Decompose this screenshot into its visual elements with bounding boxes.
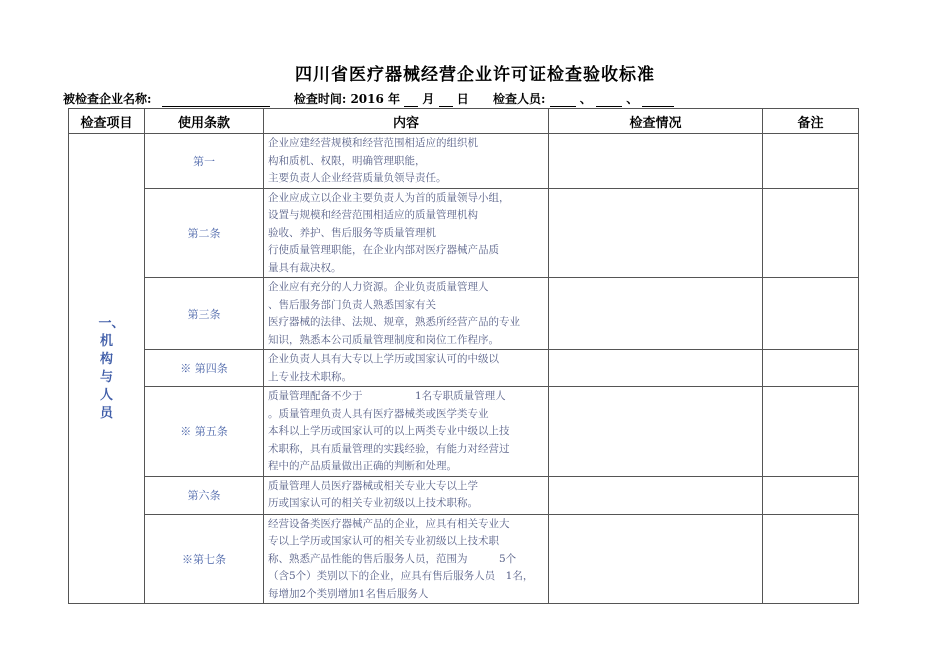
inspection-info-line [63,90,674,106]
inspector-blank-1[interactable] [550,92,576,107]
content-line: 每增加2个类别增加1名售后服务人 [268,587,429,600]
content-line: 上专业技术职称。 [268,370,352,383]
table-row [69,387,859,477]
inspection-status-cell[interactable] [549,476,763,514]
content-line: 医疗器械的法律、法规、规章，熟悉所经营产品的专业 [268,316,520,328]
table-header-row [69,109,859,134]
inspection-status-cell[interactable] [549,387,763,477]
article-cell: 第二条 [145,188,264,278]
article-cell: 第三条 [145,278,264,350]
year-text: 2016 年 [350,92,401,106]
content-cell [264,387,549,477]
table-row [69,350,859,387]
content-line: 专以上学历或国家认可的相关专业初级以上技术职 [268,535,499,547]
article-cell: ※第七条 [145,514,264,604]
content-line: 量具有裁决权。 [268,261,342,274]
inspection-table [68,108,859,604]
inspector-sep-1: 、 [579,92,592,106]
company-label: 被检查企业名称: [63,92,152,106]
content-cell [264,476,549,514]
content-line: 经营设备类医疗器械产品的企业，应具有相关专业大 [268,517,510,530]
remarks-cell[interactable] [763,387,859,477]
inspection-status-cell[interactable] [549,350,763,387]
remarks-cell[interactable] [763,514,859,604]
article-cell: 第六条 [145,476,264,514]
content-line: 企业应建经营规模和经营范围相适应的组织机 [268,137,478,149]
inspection-status-cell[interactable] [549,514,763,604]
content-cell [264,514,549,604]
article-cell: ※ 第五条 [145,387,264,477]
table-row [69,188,859,278]
remarks-cell[interactable] [763,476,859,514]
content-line: 主要负责人企业经营质量负领导责任。 [268,172,447,184]
inspector-blank-3[interactable] [642,92,674,107]
inspection-status-cell[interactable] [549,278,763,350]
content-line: 本科以上学历或国家认可的以上两类专业中级以上技 [268,425,510,437]
header-inspection-status: 检查情况 [549,109,763,134]
content-line: 历或国家认可的相关专业初级以上技术职称。 [268,497,478,509]
day-blank[interactable] [439,92,453,107]
day-text: 日 [456,92,469,106]
table-row [69,278,859,350]
content-line: 质量管理配备不少于 1名专职质量管理人 [268,390,506,402]
content-line: 企业应有充分的人力资源。企业负责质量管理人 [268,281,489,293]
remarks-cell[interactable] [763,350,859,387]
inspection-status-cell[interactable] [549,134,763,189]
header-remarks: 备注 [763,109,859,134]
inspection-status-cell[interactable] [549,188,763,278]
month-blank[interactable] [404,92,418,107]
article-cell: ※ 第四条 [145,350,264,387]
company-name-blank[interactable] [162,92,270,107]
content-line: 行使质量管理职能，在企业内部对医疗器械产品质 [268,244,499,256]
content-line: 称、熟悉产品性能的售后服务人员，范围为 5个 [268,552,517,565]
content-line: 设置与规模和经营范围相适应的质量管理机构 [268,209,478,221]
time-label: 检查时间: [293,92,347,106]
inspector-label: 检查人员: [492,92,546,106]
content-line: 术职称，具有质量管理的实践经验，有能力对经营过 [268,442,510,455]
category-label: 一、机构与人员 [98,315,125,421]
page-title: 四川省医疗器械经营企业许可证检查验收标准 [295,65,655,85]
content-line: 知识，熟悉本公司质量管理制度和岗位工作程序。 [268,333,499,346]
remarks-cell[interactable] [763,278,859,350]
content-line: （含5个）类别以下的企业，应具有售后服务人员 1名， [268,570,534,582]
remarks-cell[interactable] [763,188,859,278]
content-line: 构和质机、权限，明确管理职能， [268,154,426,167]
content-line: 验收、养护、售后服务等质量管理机 [268,226,436,239]
content-line: 程中的产品质量做出正确的判断和处理。 [268,460,457,472]
content-line: 。质量管理负责人具有医疗器械类或医学类专业 [268,407,489,420]
content-line: 企业负责人具有大专以上学历或国家认可的中级以 [268,353,499,365]
content-cell [264,278,549,350]
content-line: 、售后服务部门负责人熟悉国家有关 [268,298,436,311]
header-article: 使用条款 [145,109,264,134]
header-content: 内容 [264,109,549,134]
remarks-cell[interactable] [763,134,859,189]
content-cell [264,134,549,189]
table-row [69,514,859,604]
content-line: 质量管理人员医疗器械或相关专业大专以上学 [268,479,478,492]
content-cell [264,188,549,278]
category-cell [69,134,145,604]
inspector-sep-2: 、 [626,92,639,106]
table-row [69,476,859,514]
inspector-blank-2[interactable] [596,92,622,107]
article-cell: 第一 [145,134,264,189]
content-line: 企业应成立以企业主要负责人为首的质量领导小组， [268,191,510,204]
month-text: 月 [422,92,435,106]
content-cell [264,350,549,387]
table-row [69,134,859,189]
header-inspection-item: 检查项目 [69,109,145,134]
